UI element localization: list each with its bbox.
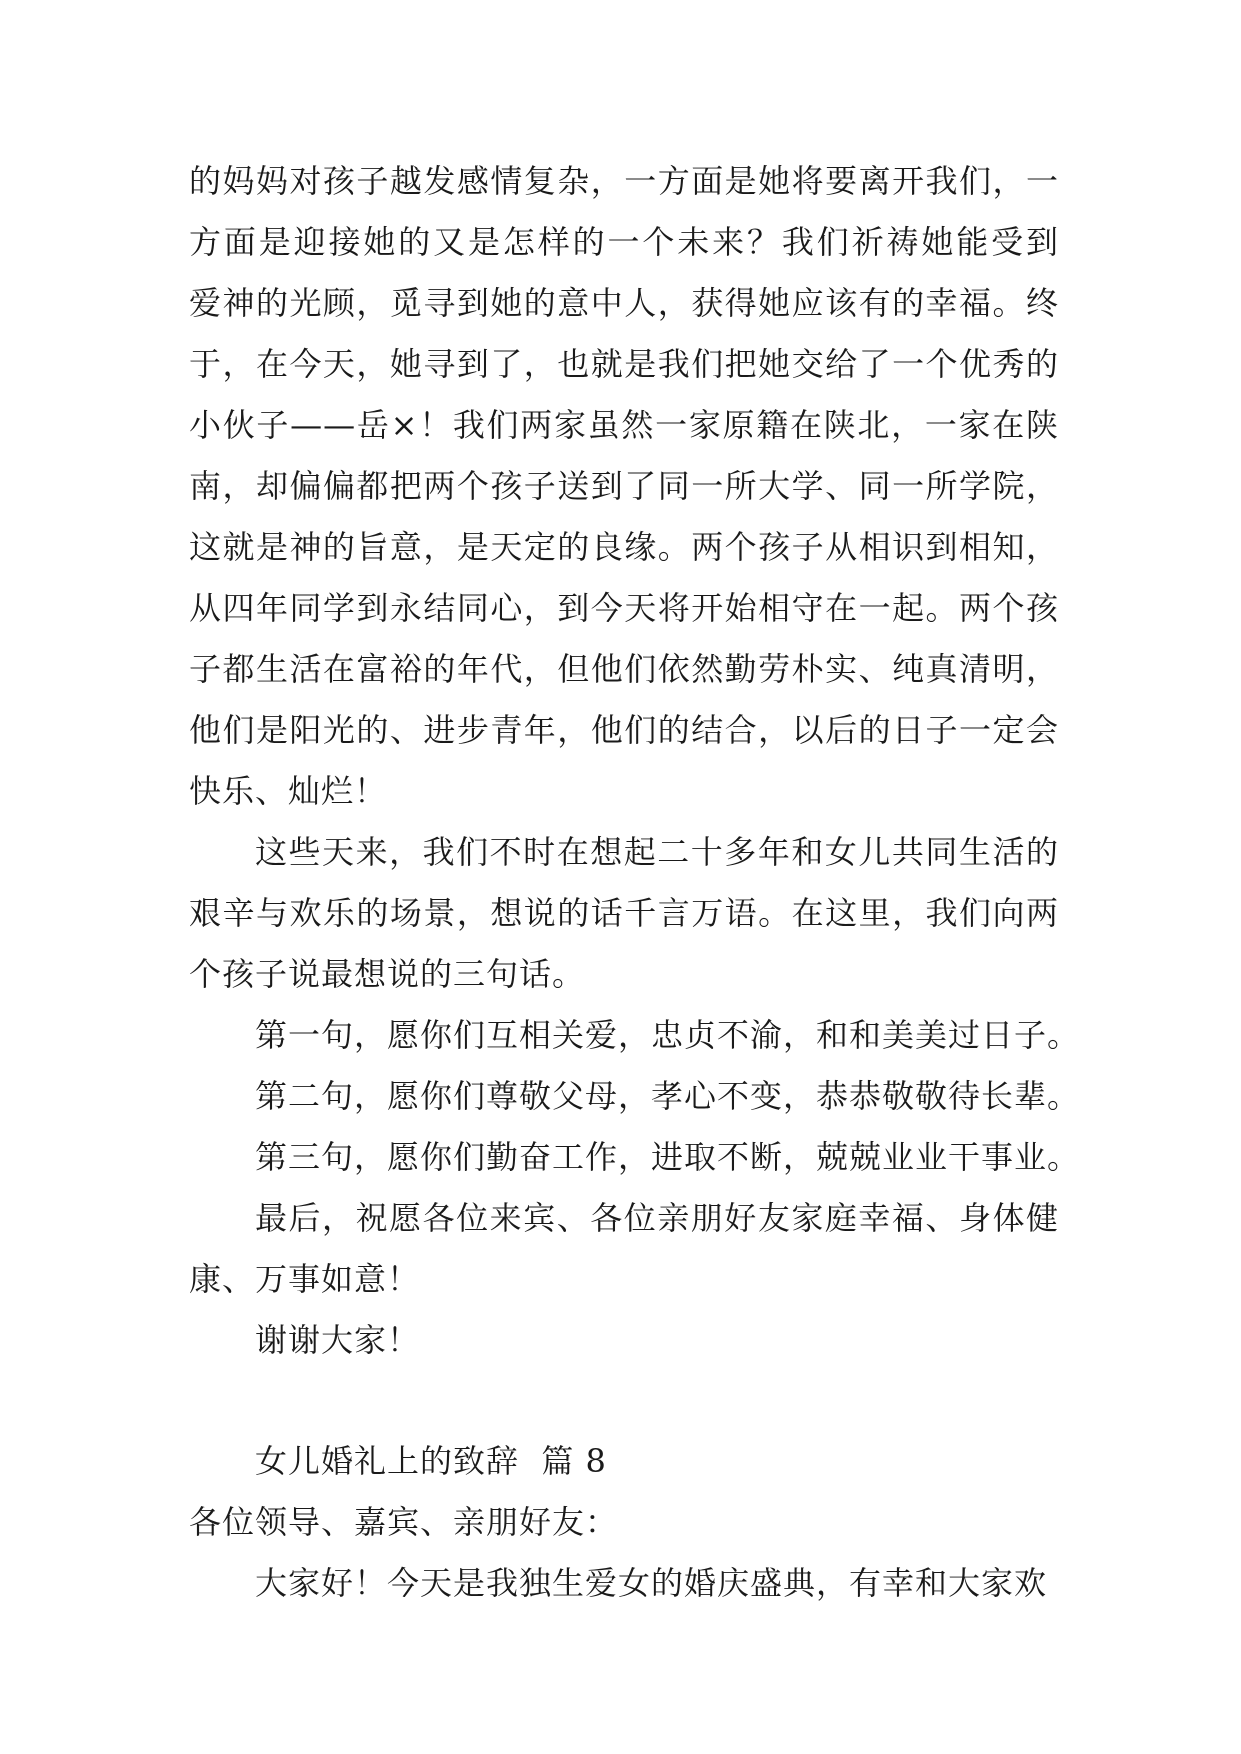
- section-title: 女儿婚礼上的致辞 篇 8: [255, 1442, 607, 1480]
- document-body: [189, 151, 1081, 1614]
- wish-first: 第一句，愿你们互相关爱，忠贞不渝，和和美美过日子。: [255, 1016, 1081, 1054]
- wish-third: 第三句，愿你们勤奋工作，进取不断，兢兢业业干事业。: [255, 1138, 1081, 1176]
- thanks-line: 谢谢大家！: [255, 1321, 421, 1359]
- section-gap: [189, 1371, 1059, 1431]
- text-line: 南，却偏偏都把两个孩子送到了同一所大学、同一所学院，: [189, 467, 1059, 505]
- text-line: 他们是阳光的、进步青年，他们的结合，以后的日子一定会: [189, 711, 1059, 749]
- text-line: 小伙子——岳×！我们两家虽然一家原籍在陕北，一家在陕: [189, 406, 1059, 444]
- text-line: 康、万事如意！: [189, 1260, 421, 1298]
- paragraph-closing: [189, 1188, 1059, 1310]
- paragraph-memories: [189, 822, 1059, 1005]
- text-line: 快乐、灿烂！: [189, 772, 388, 810]
- wish-second: 第二句，愿你们尊敬父母，孝心不变，恭恭敬敬待长辈。: [255, 1077, 1081, 1115]
- text-line: 于，在今天，她寻到了，也就是我们把她交给了一个优秀的: [189, 345, 1059, 383]
- salutation: 各位领导、嘉宾、亲朋好友：: [189, 1503, 619, 1541]
- text-line: 的妈妈对孩子越发感情复杂，一方面是她将要离开我们，一: [189, 162, 1059, 200]
- text-line: 从四年同学到永结同心，到今天将开始相守在一起。两个孩: [189, 589, 1059, 627]
- paragraph-continued: [189, 151, 1059, 822]
- text-line: 方面是迎接她的又是怎样的一个未来？我们祈祷她能受到: [189, 223, 1059, 261]
- text-line: 个孩子说最想说的三句话。: [189, 955, 586, 993]
- text-line: 艰辛与欢乐的场景，想说的话千言万语。在这里，我们向两: [189, 894, 1059, 932]
- text-line: 这就是神的旨意，是天定的良缘。两个孩子从相识到相知，: [189, 528, 1059, 566]
- text-line: 爱神的光顾，觅寻到她的意中人，获得她应该有的幸福。终: [189, 284, 1059, 322]
- opening-line: 大家好！今天是我独生爱女的婚庆盛典，有幸和大家欢: [255, 1564, 1048, 1602]
- text-line: 子都生活在富裕的年代，但他们依然勤劳朴实、纯真清明，: [189, 650, 1059, 688]
- text-line: 最后，祝愿各位来宾、各位亲朋好友家庭幸福、身体健: [255, 1199, 1059, 1237]
- text-line: 这些天来，我们不时在想起二十多年和女儿共同生活的: [255, 833, 1059, 871]
